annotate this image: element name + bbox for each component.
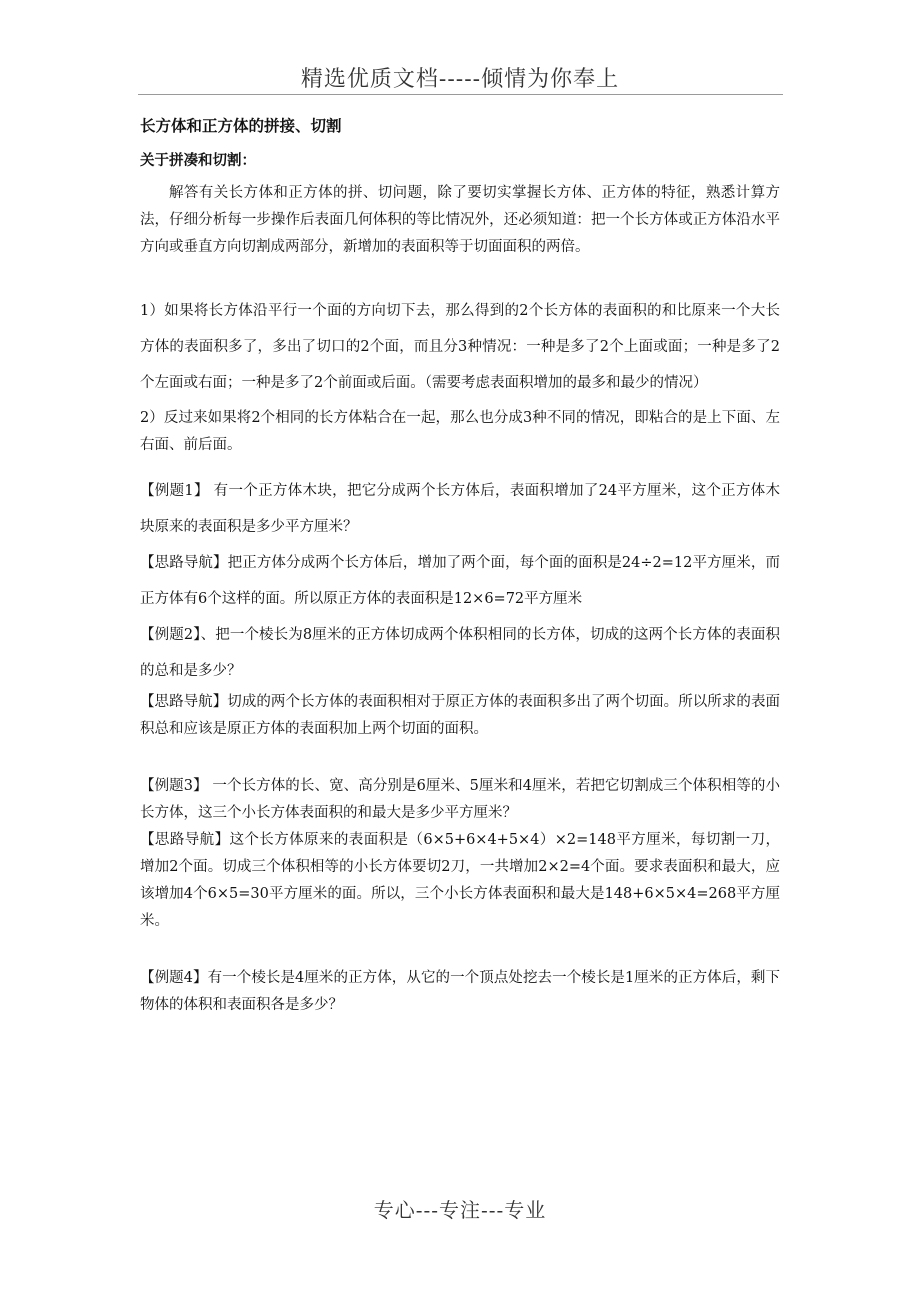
document-body (140, 112, 780, 1019)
example-3-guide: 【思路导航】这个长方体原来的表面积是（6×5+6×4+5×4）×2=148平方厘米，每切割一刀，增加2个面。切成三个体积相等的小长方体要切2刀，一共增加2×2=4个面。要求表面积和最大，应该增加4个6×5=30平方厘米的面。所以，三个小长方体表面积和最大是148+6×5×4=268平方厘米。 (140, 832, 780, 929)
example-2-guide: 【思路导航】切成的两个长方体的表面积相对于原正方体的表面积多出了两个切面。所以所求的表面积总和应该是原正方体的表面积加上两个切面的面积。 (140, 694, 780, 737)
intro-paragraph: 解答有关长方体和正方体的拼、切问题，除了要切实掌握长方体、正方体的特征，熟悉计算方法，仔细分析每一步操作后表面几何体积的等比情况外，还必须知道：把一个长方体或正方体沿水平方向或垂直方向切割成两部分，新增加的表面积等于切面面积的两倍。 (140, 185, 780, 255)
section-subtitle: 关于拼凑和切割： (140, 153, 256, 169)
point-2-paragraph: 2）反过来如果将2个相同的长方体粘合在一起，那么也分成3种不同的情况，即粘合的是上下面、左右面、前后面。 (140, 410, 780, 453)
header-divider (138, 94, 783, 95)
example-1-guide: 【思路导航】把正方体分成两个长方体后，增加了两个面，每个面的面积是24÷2=12平方厘米，而正方体有6个这样的面。所以原正方体的表面积是12×6=72平方厘米 (140, 555, 780, 607)
example-1-question: 【例题1】 有一个正方体木块，把它分成两个长方体后，表面积增加了24平方厘米，这个正方体木块原来的表面积是多少平方厘米？ (140, 483, 780, 535)
page-footer: 专心---专注---专业 (373, 1198, 547, 1222)
example-2-question: 【例题2】、把一个棱长为8厘米的正方体切成两个体积相同的长方体，切成的这两个长方体的表面积的总和是多少？ (140, 627, 780, 679)
document-title: 长方体和正方体的拼接、切割 (140, 117, 342, 135)
example-3-question: 【例题3】 一个长方体的长、宽、高分别是6厘米、5厘米和4厘米，若把它切割成三个体积相等的小长方体，这三个小长方体表面积的和最大是多少平方厘米？ (140, 778, 780, 821)
point-1-paragraph: 1）如果将长方体沿平行一个面的方向切下去，那么得到的2个长方体的表面积的和比原来一个大长方体的表面积多了，多出了切口的2个面，而且分3种情况：一种是多了2个上面或面；一种是多了2个左面或右面；一种是多了2个前面或后面。（需要考虑表面积增加的最多和最少的情况） (140, 303, 780, 391)
example-4-question: 【例题4】有一个棱长是4厘米的正方体，从它的一个顶点处挖去一个棱长是1厘米的正方体后，剩下物体的体积和表面积各是多少？ (140, 970, 780, 1013)
page-header: 精选优质文档-----倾情为你奉上 (300, 67, 620, 92)
